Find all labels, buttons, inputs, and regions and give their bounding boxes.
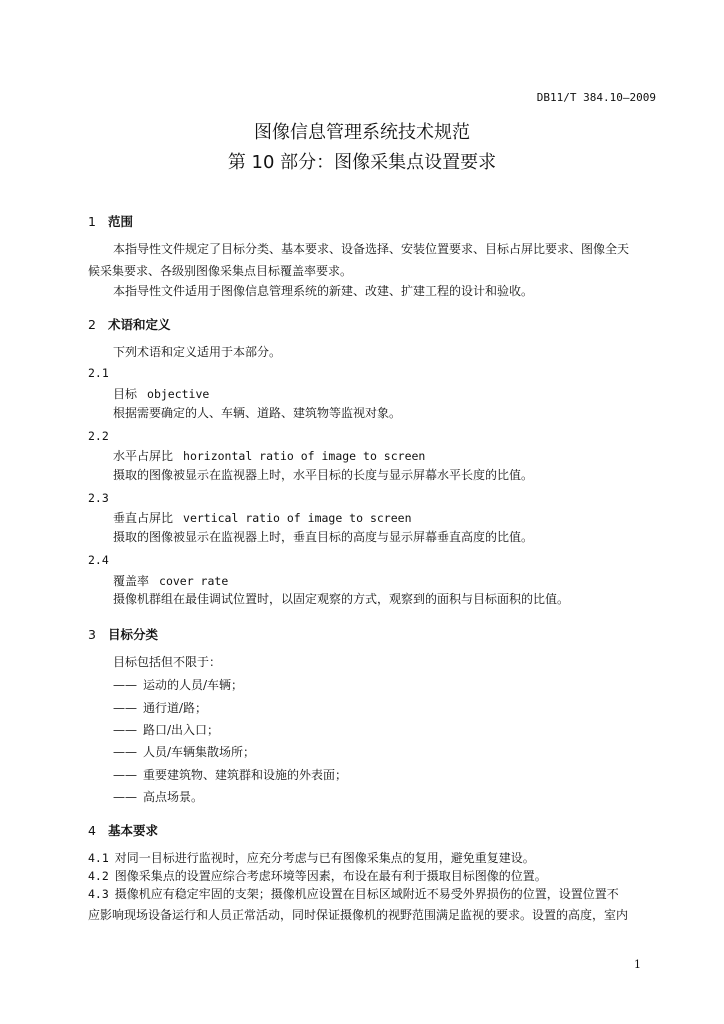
term-title: [113, 447, 425, 464]
paragraph-continuation: 应影响现场设备运行和人员正常活动，同时保证摄像机的视野范围满足监视的要求。设置的高度，室内: [88, 908, 629, 922]
term-zh: 目标: [113, 387, 138, 401]
paragraph: 本指导性文件规定了目标分类、基本要求、设备选择、安装位置要求、目标占屏比要求、图像全天: [113, 242, 630, 256]
term-definition: 根据需要确定的人、车辆、道路、建筑物等监视对象。: [113, 406, 402, 420]
term-title: [113, 572, 228, 589]
section-number: 4: [88, 823, 96, 838]
term-en: cover rate: [159, 574, 229, 588]
section-title: 术语和定义: [108, 317, 171, 332]
section-number: 2: [88, 317, 96, 332]
document-title: 图像信息管理系统技术规范: [254, 122, 470, 143]
section-heading-2: [88, 315, 171, 333]
section-number: 3: [88, 627, 96, 642]
list-item: —— 运动的人员/车辆；: [113, 678, 244, 692]
term-zh: 水平占屏比: [113, 449, 174, 463]
paragraph-continuation: 候采集要求、各级别图像采集点目标覆盖率要求。: [88, 264, 353, 278]
term-zh: 垂直占屏比: [113, 511, 174, 525]
page-number: 1: [634, 958, 641, 971]
section-heading-3: [88, 625, 158, 643]
term-definition: 摄取的图像被显示在监视器上时，垂直目标的高度与显示屏幕垂直高度的比值。: [113, 530, 534, 544]
clause-number: 4.2: [88, 869, 109, 883]
clause-number: 4.3: [88, 887, 109, 901]
paragraph: 本指导性文件适用于图像信息管理系统的新建、改建、扩建工程的设计和验收。: [113, 284, 534, 298]
dash-marker: ——: [113, 768, 137, 782]
list-item: —— 重要建筑物、建筑群和设施的外表面；: [113, 768, 348, 782]
dash-marker: ——: [113, 701, 137, 715]
paragraph: 下列术语和定义适用于本部分。: [113, 345, 282, 359]
term-number: 2.4: [88, 553, 109, 567]
term-title: [113, 385, 209, 402]
term-number: 2.3: [88, 491, 109, 505]
section-title: 目标分类: [108, 627, 159, 642]
paragraph: 目标包括但不限于：: [113, 655, 222, 669]
term-title: [113, 509, 412, 526]
term-en: horizontal ratio of image to screen: [183, 449, 426, 463]
clause: 4.3 摄像机应有稳定牢固的支架；摄像机应设置在目标区域附近不易受外界损伤的位置，设置位置不: [88, 887, 619, 901]
section-title: 范围: [108, 214, 134, 229]
term-zh: 覆盖率: [113, 574, 150, 588]
dash-marker: ——: [113, 678, 137, 692]
document-subtitle: 第 10 部分：图像采集点设置要求: [227, 152, 497, 173]
term-definition: 摄像机群组在最佳调试位置时，以固定观察的方式，观察到的面积与目标面积的比值。: [113, 592, 570, 606]
list-item: —— 高点场景。: [113, 790, 204, 804]
dash-marker: ——: [113, 723, 137, 737]
list-item: —— 人员/车辆集散场所；: [113, 745, 256, 759]
term-definition: 摄取的图像被显示在监视器上时，水平目标的长度与显示屏幕水平长度的比值。: [113, 468, 534, 482]
list-item: —— 通行道/路；: [113, 701, 208, 715]
section-heading-1: [88, 212, 133, 230]
clause-number: 4.1: [88, 851, 109, 865]
dash-marker: ——: [113, 745, 137, 759]
section-number: 1: [88, 214, 96, 229]
term-en: objective: [147, 387, 210, 401]
list-item: —— 路口/出入口；: [113, 723, 220, 737]
term-en: vertical ratio of image to screen: [183, 511, 412, 525]
section-heading-4: [88, 821, 158, 839]
section-title: 基本要求: [108, 823, 159, 838]
dash-marker: ——: [113, 790, 137, 804]
term-number: 2.1: [88, 366, 109, 380]
term-number: 2.2: [88, 429, 109, 443]
document-code: DB11/T 384.10—2009: [536, 91, 656, 104]
clause: 4.2 图像采集点的设置应综合考虑环境等因素，布设在最有利于摄取目标图像的位置。: [88, 869, 547, 883]
clause: 4.1 对同一目标进行监视时，应充分考虑与已有图像采集点的复用，避免重复建设。: [88, 851, 535, 865]
